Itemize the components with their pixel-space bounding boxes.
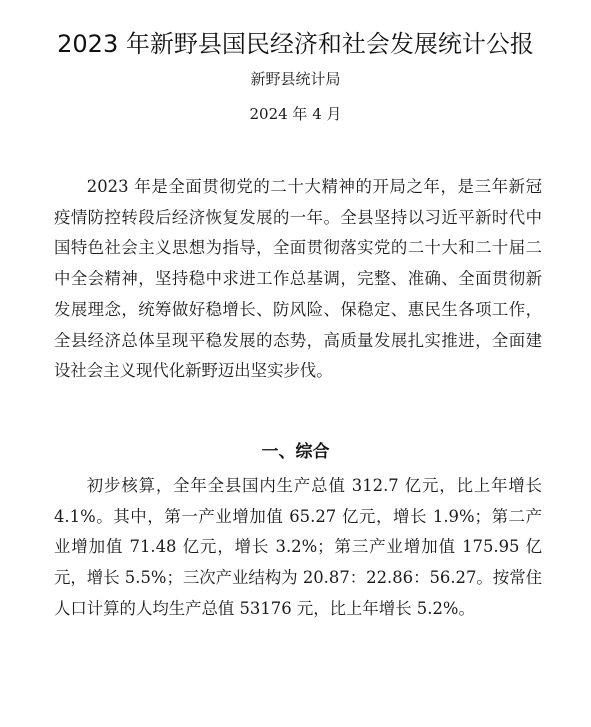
document-title: 2023 年新野县国民经济和社会发展统计公报 [57,30,534,58]
section-heading-overview: 一、综合 [261,442,330,462]
section-paragraph-overview: 初步核算，全年全县国内生产总值 312.7 亿元，比上年增长 4.1%。其中，第一产业增加值 65.27 亿元，增长 1.9%；第二产业增加值 71.48 亿元，增长 3.2%；第三产业增加值 175.95 亿元，增长 5.5%；三次产业结构为 20.87：22.86：56.27。按常住人口计算的人均生产总值 53176 元，比上年增长 5.2%。 [54,476,542,618]
issuer-name: 新野县统计局 [250,70,341,88]
intro-paragraph: 2023 年是全面贯彻党的二十大精神的开局之年，是三年新冠疫情防控转段后经济恢复发展的一年。全县坚持以习近平新时代中国特色社会主义思想为指导，全面贯彻落实党的二十大和二十届二中全会精神，坚持稳中求进工作总基调，完整、准确、全面贯彻新发展理念，统筹做好稳增长、防风险、保稳定、惠民生各项工作，全县经济总体呈现平稳发展的态势，高质量发展扎实推进，全面建设社会主义现代化新野迈出坚实步伐。 [54,177,542,381]
publication-date: 2024 年 4 月 [249,105,342,123]
